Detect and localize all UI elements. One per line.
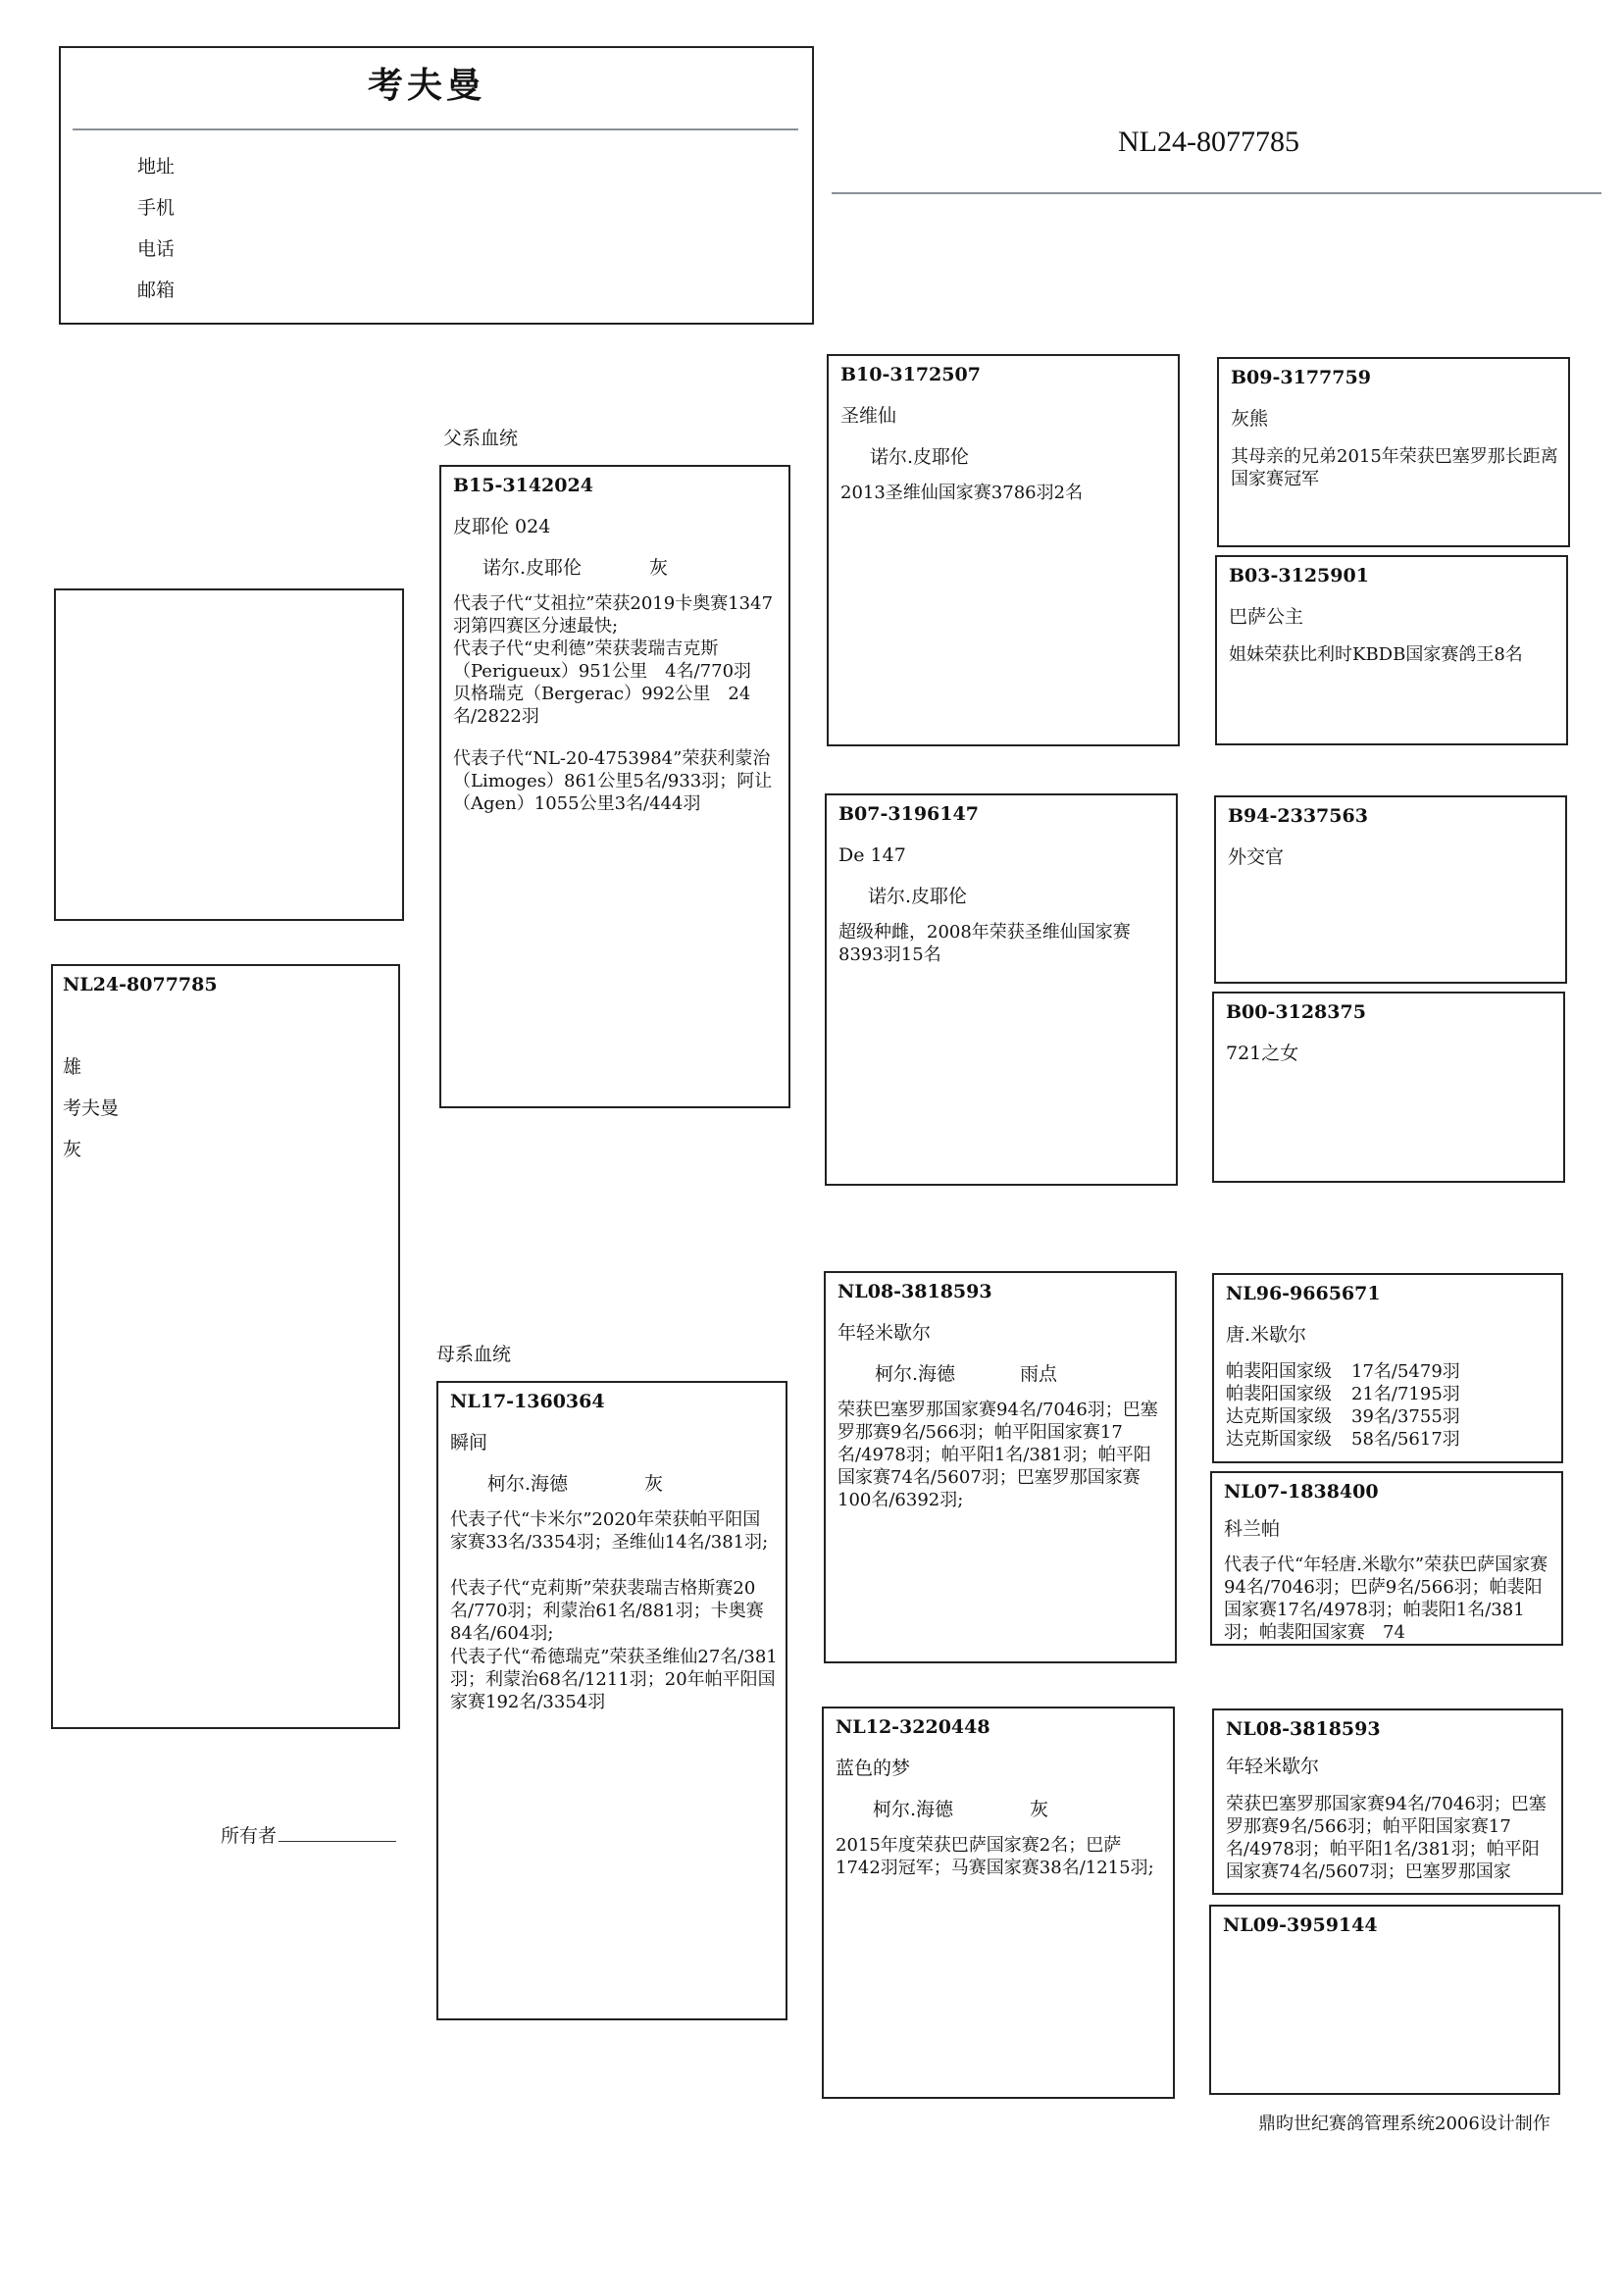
owner-label: 所有者	[221, 1825, 278, 1847]
dam-dam-color: 灰	[1030, 1799, 1049, 1820]
dd-dam-box	[1209, 1905, 1560, 2095]
ds-dam-ring: NL07-1838400	[1224, 1481, 1379, 1503]
dam-sire-notes: 荣获巴塞罗那国家赛94名/7046羽；巴塞罗那赛9名/566羽；帕平阳国家赛17名/4978羽；帕平阳1名/381羽；帕平阳国家赛74名/5607羽；巴塞罗那国家赛100名/6392羽;	[837, 1400, 1158, 1510]
address-label: 地址	[137, 156, 176, 178]
result-place: 17名/5479羽	[1351, 1361, 1460, 1382]
result-place: 58名/5617羽	[1351, 1429, 1460, 1450]
header-divider	[73, 128, 798, 130]
footer-credit: 鼎昀世纪赛鸽管理系统2006设计制作	[1258, 2114, 1550, 2134]
sire-color: 灰	[649, 557, 669, 579]
sire-note: 贝格瑞克（Bergerac）992公里 24名/2822羽	[453, 684, 751, 727]
photo-box	[54, 588, 404, 921]
dam-line-label: 母系血统	[436, 1344, 512, 1365]
sire-sire-breeder: 诺尔.皮耶伦	[870, 446, 970, 468]
sire-dam-breeder: 诺尔.皮耶伦	[868, 886, 968, 907]
dd-sire-box	[1212, 1708, 1563, 1895]
sd-sire-ring: B94-2337563	[1228, 805, 1368, 827]
dd-sire-name: 年轻米歇尔	[1226, 1756, 1320, 1777]
ds-dam-notes: 代表子代“年轻唐.米歇尔”荣获巴萨国家赛94名/7046羽；巴萨9名/566羽；帕裴阳国家赛17名/4978羽；帕裴阳1名/381羽；帕裴阳国家赛 74	[1224, 1555, 1548, 1643]
sd-sire-box	[1214, 795, 1567, 984]
ds-dam-name: 科兰帕	[1224, 1518, 1281, 1540]
sire-dam-ring: B07-3196147	[838, 803, 979, 825]
sire-note: 代表子代“NL-20-4753984”荣获利蒙治（Limoges）861公里5名/933羽；阿让（Agen）1055公里3名/444羽	[453, 748, 773, 814]
ss-dam-notes: 姐妹荣获比利时KBDB国家赛鸽王8名	[1229, 644, 1523, 665]
ds-sire-ring: NL96-9665671	[1226, 1283, 1381, 1304]
dam-dam-notes: 2015年度荣获巴萨国家赛2名；巴萨1742羽冠军；马赛国家赛38名/1215羽;	[836, 1835, 1154, 1878]
ss-dam-ring: B03-3125901	[1229, 565, 1369, 586]
dam-sire-ring: NL08-3818593	[837, 1281, 992, 1302]
result-race: 达克斯国家级	[1226, 1406, 1332, 1427]
sire-sire-ring: B10-3172507	[840, 364, 981, 385]
dam-dam-ring: NL12-3220448	[836, 1716, 990, 1738]
subject-owner: 考夫曼	[63, 1097, 120, 1119]
dam-note: 代表子代“卡米尔”2020年荣获帕平阳国家赛33名/3354羽；圣维仙14名/381羽;	[450, 1509, 769, 1553]
owner-signature-label	[221, 1825, 396, 1847]
header-box	[59, 46, 814, 325]
sire-box	[439, 465, 790, 1108]
subject-sex: 雄	[63, 1056, 82, 1078]
dam-sire-breeder: 柯尔.海德	[875, 1363, 956, 1385]
dam-ring: NL17-1360364	[450, 1391, 605, 1412]
sire-note: 代表子代“史利德”荣获裴瑞吉克斯（Perigueux）951公里 4名/770羽	[453, 638, 752, 682]
ss-dam-box	[1215, 555, 1568, 745]
subject-ring: NL24-8077785	[63, 974, 218, 995]
dd-sire-ring: NL08-3818593	[1226, 1718, 1381, 1740]
sd-dam-name: 721之女	[1226, 1043, 1299, 1064]
sire-line-label: 父系血统	[443, 428, 519, 449]
result-race: 帕裴阳国家级	[1226, 1361, 1332, 1382]
dam-note: 代表子代“希德瑞克”荣获圣维仙27名/381羽；利蒙治68名/1211羽；20年帕平阳国家赛192名/3354羽	[450, 1647, 778, 1712]
result-race: 达克斯国家级	[1226, 1429, 1332, 1450]
owner-name: 考夫曼	[368, 65, 486, 106]
sire-ring: B15-3142024	[453, 475, 593, 496]
ss-dam-name: 巴萨公主	[1229, 606, 1304, 628]
ds-dam-box	[1210, 1471, 1563, 1646]
dam-note: 代表子代“克莉斯”荣获裴瑞吉格斯赛20名/770羽；利蒙治61名/881羽；卡奥赛84名/604羽;	[450, 1578, 764, 1644]
header-ring-number: NL24-8077785	[1118, 126, 1299, 158]
email-label: 邮箱	[137, 280, 176, 301]
sd-dam-ring: B00-3128375	[1226, 1001, 1366, 1023]
dam-sire-color: 雨点	[1020, 1363, 1058, 1385]
sire-note: 代表子代“艾祖拉”荣获2019卡奥赛1347羽第四赛区分速最快;	[453, 593, 774, 637]
phone-label: 电话	[137, 238, 176, 260]
header-ring-underline	[832, 192, 1601, 194]
dam-dam-name: 蓝色的梦	[836, 1758, 911, 1779]
ss-sire-notes: 其母亲的兄弟2015年荣获巴塞罗那长距离国家赛冠军	[1231, 446, 1558, 489]
subject-color: 灰	[63, 1139, 82, 1160]
sd-dam-box	[1212, 992, 1565, 1183]
sire-sire-notes: 2013圣维仙国家赛3786羽2名	[840, 483, 1084, 503]
result-place: 39名/3755羽	[1351, 1406, 1460, 1427]
sire-name: 皮耶伦 024	[453, 516, 551, 537]
sire-dam-box	[825, 793, 1178, 1186]
ds-sire-name: 唐.米歇尔	[1226, 1324, 1307, 1346]
result-race: 帕裴阳国家级	[1226, 1384, 1332, 1404]
dam-sire-name: 年轻米歇尔	[837, 1322, 932, 1344]
subject-box	[51, 964, 400, 1729]
dd-dam-ring: NL09-3959144	[1223, 1914, 1378, 1936]
dam-dam-box	[822, 1707, 1175, 2099]
dam-color: 灰	[644, 1473, 664, 1495]
mobile-label: 手机	[137, 197, 176, 219]
sd-sire-name: 外交官	[1228, 846, 1285, 868]
dam-sire-box	[824, 1271, 1177, 1663]
dam-name: 瞬间	[450, 1432, 488, 1453]
sire-dam-notes: 超级种雌，2008年荣获圣维仙国家赛8393羽15名	[838, 922, 1131, 965]
ss-sire-ring: B09-3177759	[1231, 367, 1371, 388]
ds-sire-box	[1212, 1273, 1563, 1463]
dam-breeder: 柯尔.海德	[487, 1473, 569, 1495]
dam-box	[436, 1381, 787, 2020]
sire-sire-box	[827, 354, 1180, 746]
sire-sire-name: 圣维仙	[840, 405, 897, 427]
dd-sire-notes: 荣获巴塞罗那国家赛94名/7046羽；巴塞罗那赛9名/566羽；帕平阳国家赛17名/4978羽；帕平阳1名/381羽；帕平阳国家赛74名/5607羽；巴塞罗那国家	[1226, 1794, 1547, 1882]
sire-breeder: 诺尔.皮耶伦	[482, 557, 583, 579]
ss-sire-box	[1217, 357, 1570, 547]
sire-dam-name: De 147	[838, 844, 906, 866]
ss-sire-name: 灰熊	[1231, 408, 1269, 430]
result-place: 21名/7195羽	[1351, 1384, 1460, 1404]
dam-dam-breeder: 柯尔.海德	[873, 1799, 954, 1820]
owner-signature-line	[279, 1841, 396, 1842]
